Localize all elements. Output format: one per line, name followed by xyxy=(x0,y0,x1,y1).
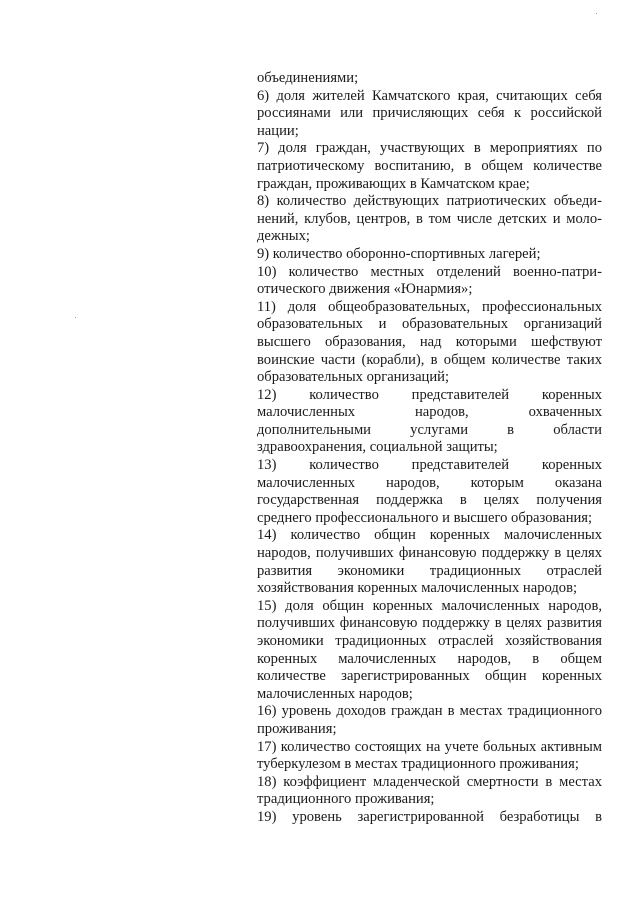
list-item-8: 8) количество действующих патриотических объединений, клубов, центров, в том числе детских и молодежных; xyxy=(257,193,602,245)
list-item-15: 15) доля общин коренных малочисленных народов, получивших финансовую поддержку в целях развития экономики традиционных отраслей хозяйствования коренных малочисленных народов, в общем количестве зарегистрированных общин коренных малочисленных народов; xyxy=(257,597,602,702)
list-item-7: 7) доля граждан, участвующих в мероприятиях по патриотическому воспитанию, в общем количестве граждан, проживающих в Камчатском крае; xyxy=(257,140,602,192)
list-item-10: 10) количество местных отделений военно-патриотического движения «Юнармия»; xyxy=(257,263,602,298)
document-body xyxy=(257,70,602,827)
list-item-11: 11) доля общеобразовательных, профессиональных образовательных и образовательных организаций высшего образования, над которыми шефствуют воинские части (корабли), в общем количестве таких образовательных организаций; xyxy=(257,298,602,386)
scan-speck xyxy=(596,13,597,14)
list-item-16: 16) уровень доходов граждан в местах традиционного проживания; xyxy=(257,703,602,737)
scan-speck xyxy=(75,317,76,318)
list-item-9: 9) количество оборонно-спортивных лагерей; xyxy=(257,245,541,262)
list-item-17: 17) количество состоящих на учете больных активным туберкулезом в местах традиционного проживания; xyxy=(257,738,602,773)
list-item-19: 19) уровень зарегистрированной безработицы в xyxy=(257,808,602,825)
list-item-18: 18) коэффициент младенческой смертности в местах традиционного проживания; xyxy=(257,773,602,808)
list-item-continuation: объединениями; xyxy=(257,70,359,86)
list-item-12: 12) количество представителей коренных малочисленных народов, охваченных дополнительными услугами в области здравоохранения, социальной защиты; xyxy=(257,386,602,456)
list-item-6: 6) доля жителей Камчатского края, считающих себя россиянами или причисляющих себя к российской нации; xyxy=(257,87,602,139)
list-item-13: 13) количество представителей коренных малочисленных народов, которым оказана государственная поддержка в целях получения среднего профессионального и высшего образования; xyxy=(257,457,602,526)
list-item-14: 14) количество общин коренных малочисленных народов, получивших финансовую поддержку в целях развития экономики традиционных отраслей хозяйствования коренных малочисленных народов; xyxy=(257,527,602,597)
